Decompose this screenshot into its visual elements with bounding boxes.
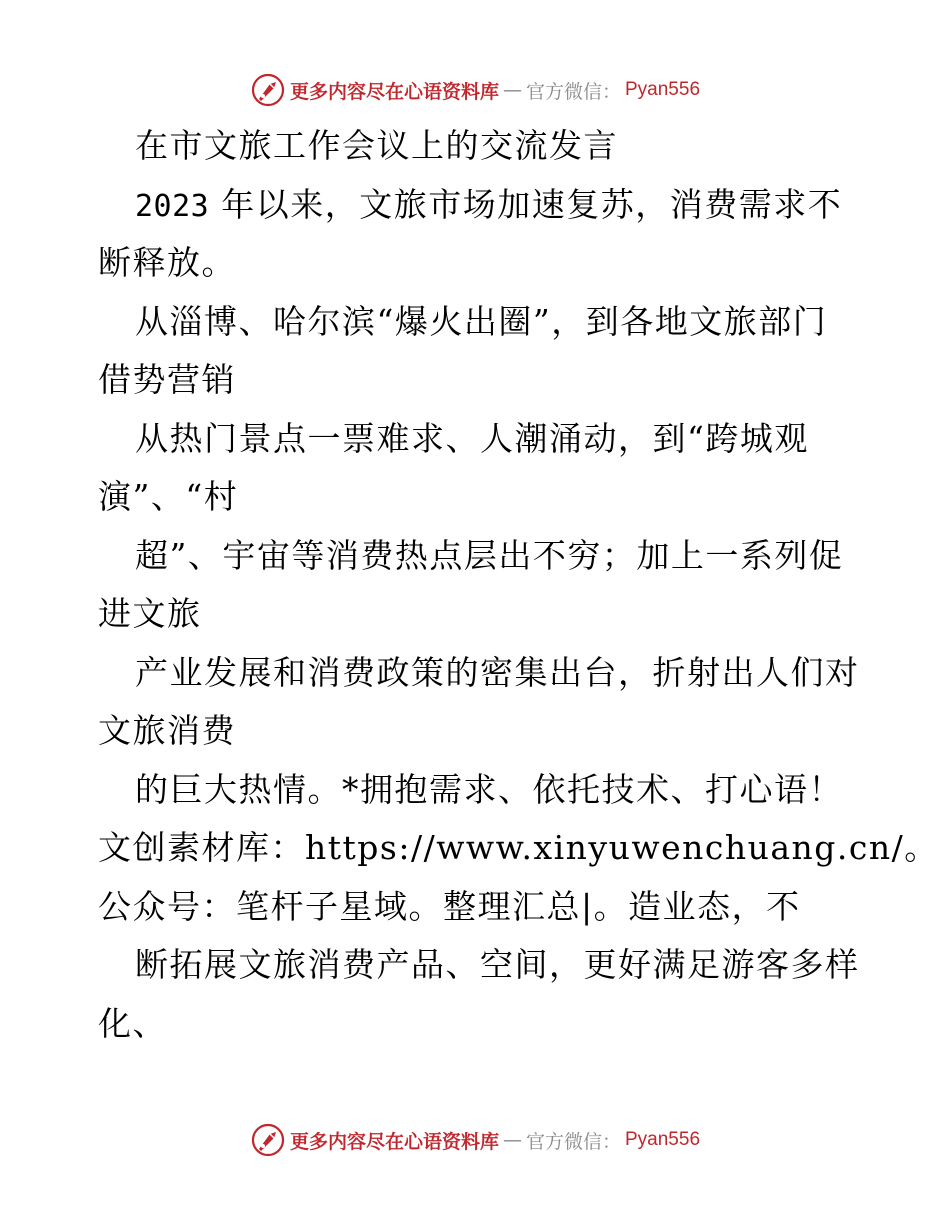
document-title: 在市文旅工作会议上的交流发言 <box>135 126 618 165</box>
pen-nib-circle-icon <box>250 72 286 108</box>
pen-nib-circle-icon <box>250 1122 286 1158</box>
text-line: 断拓展文旅消费产品、空间，更好满足游客多样 <box>135 945 860 984</box>
text-line: 公众号：笔杆子星域。整理汇总|。造业态，不 <box>98 886 801 926</box>
watermark-banner-bottom <box>0 1120 950 1160</box>
watermark-slogan: 更多内容尽在心语资料库 <box>289 1130 499 1153</box>
document-body <box>98 117 939 1053</box>
text-line: 文旅消费 <box>98 711 236 750</box>
watermark-dash: — <box>502 79 522 101</box>
text-line: 断释放。 <box>98 243 236 282</box>
watermark-banner-top <box>0 70 950 110</box>
text-line: 演”、“村 <box>98 477 239 516</box>
text-line: 化、 <box>98 1003 167 1043</box>
watermark-wechat-label: 官方微信： <box>525 80 621 103</box>
watermark-slogan: 更多内容尽在心语资料库 <box>289 80 499 103</box>
text-line: 产业发展和消费政策的密集出台，折射出人们对 <box>135 652 860 692</box>
text-line <box>98 176 858 235</box>
watermark-wechat-id: Pyan556 <box>625 79 701 100</box>
watermark-wechat-label: 官方微信： <box>525 1130 621 1153</box>
text-line: 借势营销 <box>98 360 236 399</box>
year-text: 2023 <box>135 188 210 224</box>
text-line-rest: 年以来，文旅市场加速复苏，消费需求不 <box>221 184 843 224</box>
text-line: 从热门景点一票难求、人潮涌动，到“跨城观 <box>135 418 809 458</box>
text-line: 超”、宇宙等消费热点层出不穷；加上一系列促 <box>135 535 844 575</box>
watermark-dash: — <box>502 1129 522 1151</box>
text-line-url: 文创素材库：https://www.xinyuwenchuang.cn/。 <box>98 828 939 867</box>
text-line: 的巨大热情。*拥抱需求、依托技术、打心语！ <box>135 769 843 809</box>
watermark-wechat-id: Pyan556 <box>625 1129 701 1150</box>
text-line: 进文旅 <box>98 594 202 633</box>
text-line: 从淄博、哈尔滨“爆火出圈”，到各地文旅部门 <box>135 301 828 341</box>
